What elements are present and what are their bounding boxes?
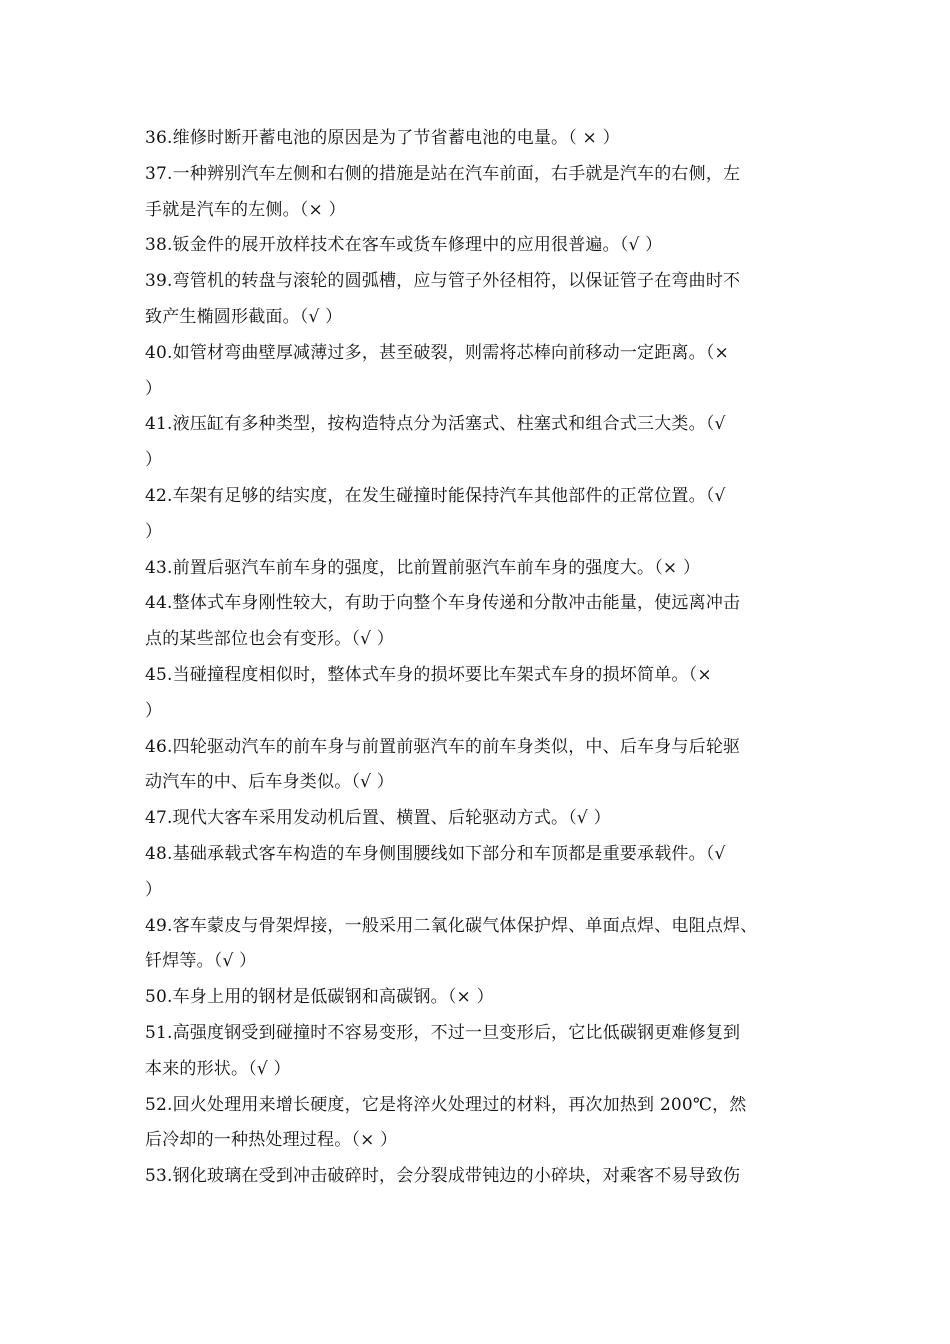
text-line: 本来的形状。（√ ）: [145, 1058, 291, 1079]
text-line: 41.液压缸有多种类型，按构造特点分为活塞式、柱塞式和组合式三大类。（√: [145, 414, 726, 435]
text-line: 40.如管材弯曲壁厚减薄过多，甚至破裂，则需将芯棒向前移动一定距离。（×: [145, 342, 729, 363]
text-line: 38.钣金件的展开放样技术在客车或货车修理中的应用很普遍。（√ ）: [145, 235, 663, 256]
text-line: 后冷却的一种热处理过程。（× ）: [145, 1130, 398, 1151]
text-line: 钎焊等。（√ ）: [145, 951, 257, 972]
text-line: 47.现代大客车采用发动机后置、横置、后轮驱动方式。（√ ）: [145, 808, 611, 829]
text-line: ）: [145, 521, 163, 542]
text-line: ）: [145, 879, 163, 900]
text-line: ）: [145, 700, 163, 721]
text-line: 致产生椭圆形截面。（√ ）: [145, 306, 343, 327]
text-line: 37.一种辨别汽车左侧和右侧的措施是站在汽车前面，右手就是汽车的右侧，左: [145, 163, 741, 184]
text-line: 36.维修时断开蓄电池的原因是为了节省蓄电池的电量。（ × ）: [145, 128, 620, 148]
text-line: ）: [145, 450, 163, 471]
text-line: 39.弯管机的转盘与滚轮的圆弧槽，应与管子外径相符，以保证管子在弯曲时不: [145, 271, 741, 292]
text-line: 45.当碰撞程度相似时，整体式车身的损坏要比车架式车身的损坏简单。（×: [145, 664, 712, 685]
text-line: ）: [145, 378, 163, 399]
text-line: 46.四轮驱动汽车的前车身与前置前驱汽车的前车身类似，中、后车身与后轮驱: [145, 736, 741, 757]
text-line: 49.客车蒙皮与骨架焊接，一般采用二氧化碳气体保护焊、单面点焊、电阻点焊、: [145, 915, 758, 936]
text-line: 44.整体式车身刚性较大，有助于向整个车身传递和分散冲击能量，使远离冲击: [145, 593, 741, 614]
text-line: 52.回火处理用来增长硬度，它是将淬火处理过的材料，再次加热到 200℃，然: [145, 1094, 747, 1115]
text-line: 48.基础承载式客车构造的车身侧围腰线如下部分和车顶都是重要承载件。（√: [145, 843, 726, 864]
text-line: 手就是汽车的左侧。（× ）: [145, 199, 346, 220]
text-line: 42.车架有足够的结实度，在发生碰撞时能保持汽车其他部件的正常位置。（√: [145, 485, 726, 506]
question-list: [145, 121, 825, 1195]
text-line: 43.前置后驱汽车前车身的强度，比前置前驱汽车前车身的强度大。（× ）: [145, 557, 701, 578]
text-line: 动汽车的中、后车身类似。（√ ）: [145, 772, 394, 793]
text-line: 51.高强度钢受到碰撞时不容易变形，不过一旦变形后，它比低碳钢更难修复到: [145, 1022, 741, 1043]
text-line: 53.钢化玻璃在受到冲击破碎时，会分裂成带钝边的小碎块，对乘客不易导致伤: [145, 1166, 741, 1187]
text-line: 点的某些部位也会有变形。（√ ）: [145, 629, 394, 650]
text-line: 50.车身上用的钢材是低碳钢和高碳钢。（× ）: [145, 987, 494, 1008]
